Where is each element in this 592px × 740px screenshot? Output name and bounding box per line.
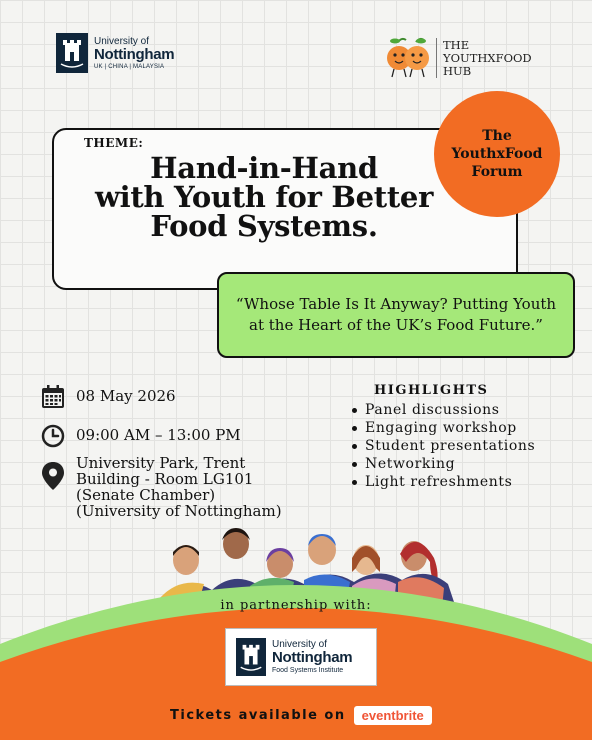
logo-line-2: Nottingham [94,45,175,63]
logo-line-3: UK | CHINA | MALAYSIA [94,63,165,70]
theme-label: THEME: [84,136,144,150]
two-peaches-icon [384,36,432,80]
clock-icon [40,423,66,449]
event-date [40,384,176,410]
list-item: Networking [352,455,535,473]
eventbrite-link[interactable]: eventbrite [354,706,432,725]
quote-text: “Whose Table Is It Anyway? Putting Youth at the Heart of the UK’s Food Future.” [235,295,557,334]
tickets-line [170,706,432,725]
forum-badge [434,91,560,217]
theme-headline [60,151,468,243]
quote-box [217,272,575,358]
university-crest-icon [56,33,88,73]
list-item: Student presentations [352,437,535,455]
partner-line-2: Nottingham [272,649,353,666]
hub-line-3: HUB [443,63,472,78]
partnership-label: in partnership with: [220,598,372,613]
partner-logo-card [225,628,377,686]
event-location [40,455,282,519]
event-time [40,423,241,449]
calendar-icon [40,384,66,410]
location-line-2: Building - Room LG101 [76,470,254,488]
university-of-nottingham-logo [56,33,174,73]
location-pin-icon [40,461,66,487]
location-line-4: (University of Nottingham) [76,502,282,520]
youthxfood-hub-logo [384,36,532,80]
location-line-1: University Park, Trent [76,454,246,472]
time-text: 09:00 AM – 13:00 PM [76,426,241,444]
headline-line-2: with Youth for Better [94,180,434,214]
highlights-title: HIGHLIGHTS [374,383,489,398]
list-item: Engaging workshop [352,419,535,437]
partner-line-1: University of [272,639,328,650]
tickets-text: Tickets available on [170,708,346,723]
headline-line-3: Food Systems. [150,209,378,243]
badge-line-2: YouthxFood [451,146,543,162]
hub-line-2: YOUTHXFOOD [443,50,532,65]
badge-line-1: The [482,128,512,144]
partner-line-3: Food Systems Institute [272,667,344,674]
badge-line-3: Forum [471,164,523,180]
location-line-3: (Senate Chamber) [76,486,216,504]
list-item: Light refreshments [352,473,535,491]
list-item: Panel discussions [352,401,535,419]
highlights-list [352,401,535,491]
date-text: 08 May 2026 [76,387,176,405]
hub-line-1: THE [443,37,470,52]
university-crest-icon [236,638,266,676]
logo-line-1: University of [94,35,150,47]
location-text [76,455,282,519]
headline-line-1: Hand-in-Hand [150,151,378,185]
people-group [173,528,438,586]
